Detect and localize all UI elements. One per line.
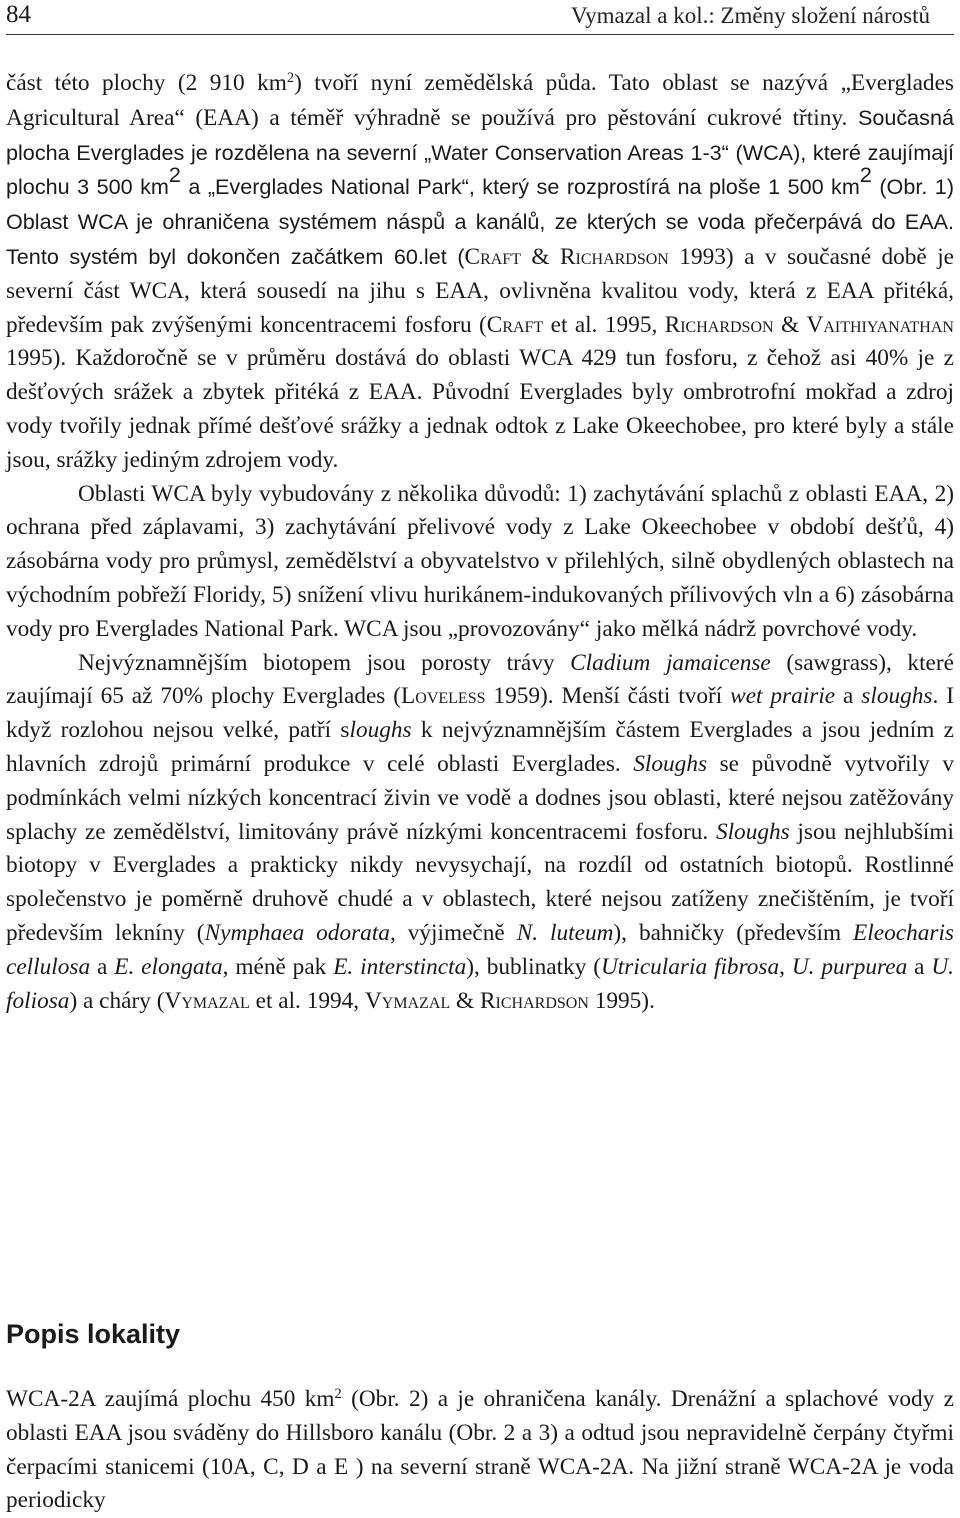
author-name: Vaithiyanathan <box>806 311 954 338</box>
text-run-sans: Současná plocha Everglades je rozdělena na severní „Water Conservation Areas 1-3“ (WCA), které zaujímají plochu 3 500 km <box>6 104 954 200</box>
author-name: Craft <box>486 311 544 338</box>
text-run: a <box>90 953 115 980</box>
text-run: k nejvýznamnějším částem Everglades a jsou jedním z hlavních zdrojů primární produkce v celé oblasti Everglades. <box>6 717 955 777</box>
page-header <box>0 0 960 38</box>
text-run: a <box>907 953 932 980</box>
species-name: N. luteum <box>516 919 614 946</box>
text-run: , výjimečně <box>389 919 517 946</box>
text-run: ) a cháry ( <box>69 987 165 1014</box>
paragraph-1 <box>6 67 954 478</box>
text-run: , <box>779 953 792 980</box>
species-name: E. interstincta <box>333 953 467 980</box>
text-run: Nejvýznamnějším biotopem jsou porosty trávy <box>78 649 571 676</box>
italic-term: Sloughs <box>715 818 790 845</box>
text-run-sans: (Obr. 1) Oblast WCA je ohraničena systémem náspů a kanálů, ze kterých se voda přečerpává do EAA. Tento systém byl dokončen začátkem 60.let ( <box>6 174 955 269</box>
author-name: Loveless <box>401 683 486 710</box>
author-name: Richardson <box>559 243 669 270</box>
italic-term: loughs <box>349 717 412 744</box>
text-run: 1995). Každoročně se v průměru dostává do oblasti WCA 429 tun fosforu, z čehož asi 40% je z dešťových srážek a zbytek přitéká z EAA. Původní Everglades byly ombrotrofní mokřad a zdroj vody tvořily jednak přímé dešťové srážky a jednak odtok z Lake Okeechobee, pro které byly a stále jsou, srážky jediným zdrojem vody. <box>6 345 954 473</box>
species-name: U. foliosa <box>6 953 954 1014</box>
text-run: . I když rozlohou nejsou velké, patří s <box>6 683 954 744</box>
text-run: ), bublinatky ( <box>466 953 601 980</box>
text-run: se původně vytvořily v podmínkách velmi nízkých koncentrací živin ve vodě a dodnes jsou oblasti, které nejsou zatěžovány splachy ze zemědělství, limitovány právě nízkými koncentracemi fosforu. <box>6 750 954 845</box>
text-run: et al. 1995, <box>543 311 665 338</box>
main-text <box>6 67 954 1018</box>
page-number: 84 <box>6 1 31 28</box>
superscript: 2 <box>334 1386 342 1403</box>
text-run: & <box>773 311 807 338</box>
species-name: Eleocharis cellulosa <box>6 919 954 980</box>
text-run: (Obr. 2) a je ohraničena kanály. Drenážní a splachové vody z oblasti EAA jsou sváděny do Hillsboro kanálu (Obr. 2 a 3) a odtud jsou nepravidelně čerpány čtyřmi čerpacími stanicemi (10A, C, D a E ) na severní straně WCA-2A. Na jižní straně WCA-2A je voda periodicky <box>6 1386 954 1514</box>
species-name: Utricularia fibrosa <box>600 953 780 980</box>
text-run: , méně pak <box>222 953 334 980</box>
species-name: Nymphaea odorata <box>204 919 390 946</box>
section-heading: Popis lokality <box>6 1319 181 1349</box>
text-run: jsou nejhlubšími biotopy v Everglades a prakticky nikdy nevysychají, na rozdíl od ostatních biotopů. Rostlinné společenstvo je poměrně druhově chudé a v oblastech, které nejsou zatíženy znečištěním, je tvoří především lekníny ( <box>6 818 954 946</box>
paragraph-3 <box>6 647 954 1019</box>
text-run: ) tvoří nyní zemědělská půda. Tato oblast se nazývá „Everglades Agricultural Area“ (EAA) a téměř výhradně se používá pro pěstování cukrové třtiny. <box>6 70 954 131</box>
text-run: & <box>450 987 480 1014</box>
text-run: část této plochy (2 910 km <box>6 70 287 96</box>
text-run: et al. 1994, <box>249 987 365 1014</box>
text-run: 1995). <box>588 987 655 1014</box>
superscript: 2 <box>286 70 295 87</box>
species-name: Cladium jamaicense <box>570 649 771 676</box>
header-rule <box>6 34 954 35</box>
species-name: E. elongata <box>114 953 223 980</box>
text-run: a <box>835 683 862 710</box>
italic-term: wet prairie <box>730 683 836 710</box>
species-name: U. purpurea <box>791 953 908 980</box>
author-name: Craft <box>464 243 521 270</box>
author-name: Vymazal <box>164 987 250 1014</box>
running-head: Vymazal a kol.: Změny složení nárostů <box>571 3 930 28</box>
text-run-sans: a „Everglades National Park“, který se rozprostírá na ploše 1 500 km <box>180 174 860 200</box>
text-run: 1959). Menší části tvoří <box>485 683 731 710</box>
author-name: Richardson <box>664 311 774 338</box>
section-paragraph <box>6 1383 954 1518</box>
superscript: 2 <box>859 162 872 188</box>
author-name: Vymazal <box>364 987 451 1014</box>
italic-term: Sloughs <box>633 750 708 777</box>
text-run: WCA-2A zaujímá plochu 450 km <box>6 1386 335 1412</box>
text-run: (sawgrass), které zaujímají 65 až 70% plochy Everglades ( <box>6 649 954 710</box>
superscript: 2 <box>168 162 181 188</box>
text-run: ), bahničky (především <box>613 919 854 946</box>
text-run: Oblasti WCA byly vybudovány z několika důvodů: 1) zachytávání splachů z oblasti EAA, 2) ochrana před záplavami, 3) zachytávání přelivové vody z Lake Okeechobee v období dešťů, 4) zásobárna vody pro průmysl, zemědělství a obyvatelstvo v přilehlých, silně obydlených oblastech na východním pobřeží Floridy, 5) snížení vlivu hurikánem-indukovaných přílivových vln a 6) zásobárna vody pro Everglades National Park. WCA jsou „provozovány“ jako mělká nádrž povrchové vody. <box>6 480 954 642</box>
paragraph-2 <box>6 478 954 647</box>
text-run: 1993) a v současné době je severní část WCA, která sousedí na jihu s EAA, ovlivněna kvalitou vody, která z EAA přitéká, především pak zvýšenými koncentracemi fosforu ( <box>6 243 955 338</box>
italic-term: sloughs <box>861 683 933 710</box>
author-name: Richardson <box>480 987 589 1014</box>
text-run: & <box>520 243 560 270</box>
